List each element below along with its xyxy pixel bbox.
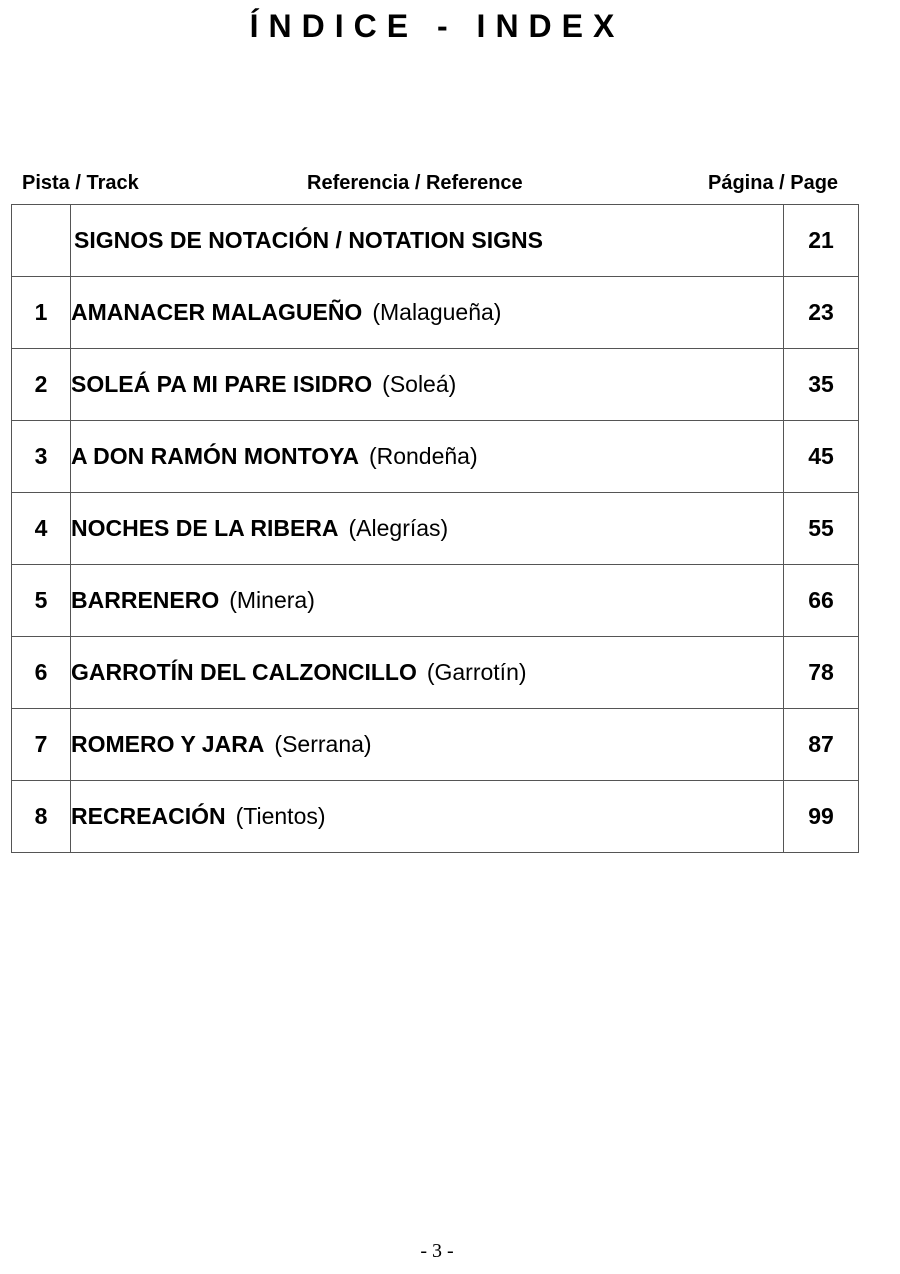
table-row <box>12 277 859 349</box>
track-cell: 3 <box>12 421 71 493</box>
track-cell: 1 <box>12 277 71 349</box>
track-cell: 8 <box>12 781 71 853</box>
track-cell: 4 <box>12 493 71 565</box>
reference-cell <box>71 421 784 493</box>
column-header-reference: Referencia / Reference <box>307 172 523 194</box>
page-cell: 21 <box>784 205 859 277</box>
page-cell: 35 <box>784 349 859 421</box>
track-cell: 7 <box>12 709 71 781</box>
track-cell: 5 <box>12 565 71 637</box>
piece-style: (Garrotín) <box>426 659 527 685</box>
table-row <box>12 565 859 637</box>
piece-title: SOLEÁ PA MI PARE ISIDRO <box>71 371 373 397</box>
track-cell: 6 <box>12 637 71 709</box>
table-row <box>12 421 859 493</box>
piece-style: (Rondeña) <box>368 443 478 469</box>
index-table <box>11 204 859 853</box>
piece-style: (Soleá) <box>382 371 457 397</box>
page-cell: 23 <box>784 277 859 349</box>
column-headers <box>0 172 900 196</box>
column-header-track: Pista / Track <box>22 172 139 194</box>
piece-title: A DON RAMÓN MONTOYA <box>71 443 359 469</box>
page-cell: 55 <box>784 493 859 565</box>
page-cell: 87 <box>784 709 859 781</box>
table-row <box>12 493 859 565</box>
page-cell: 99 <box>784 781 859 853</box>
piece-style: (Alegrías) <box>348 515 449 541</box>
table-row <box>12 637 859 709</box>
reference-cell <box>71 565 784 637</box>
page-cell: 78 <box>784 637 859 709</box>
reference-cell <box>71 781 784 853</box>
table-row <box>12 781 859 853</box>
page-cell: 45 <box>784 421 859 493</box>
piece-style: (Tientos) <box>235 803 326 829</box>
reference-cell <box>71 349 784 421</box>
column-header-page: Página / Page <box>708 172 839 194</box>
piece-style: (Minera) <box>229 587 315 613</box>
page-title: ÍNDICE - INDEX <box>249 8 625 44</box>
table-row-notation-signs <box>12 205 859 277</box>
reference-cell <box>71 277 784 349</box>
track-cell: 2 <box>12 349 71 421</box>
piece-style: (Malagueña) <box>372 299 502 325</box>
piece-title: ROMERO Y JARA <box>71 731 265 757</box>
reference-cell <box>71 637 784 709</box>
table-row <box>12 349 859 421</box>
piece-title: AMANACER MALAGUEÑO <box>71 299 363 325</box>
notation-signs-label: SIGNOS DE NOTACIÓN / NOTATION SIGNS <box>74 227 543 253</box>
page-number: - 3 - <box>420 1240 454 1262</box>
piece-title: GARROTÍN DEL CALZONCILLO <box>71 659 417 685</box>
piece-title: RECREACIÓN <box>71 803 226 829</box>
track-cell <box>12 205 71 277</box>
piece-style: (Serrana) <box>274 731 372 757</box>
page-cell: 66 <box>784 565 859 637</box>
reference-cell <box>71 493 784 565</box>
table-row <box>12 709 859 781</box>
reference-cell <box>71 709 784 781</box>
reference-cell <box>71 205 784 277</box>
piece-title: BARRENERO <box>71 587 220 613</box>
piece-title: NOCHES DE LA RIBERA <box>71 515 339 541</box>
